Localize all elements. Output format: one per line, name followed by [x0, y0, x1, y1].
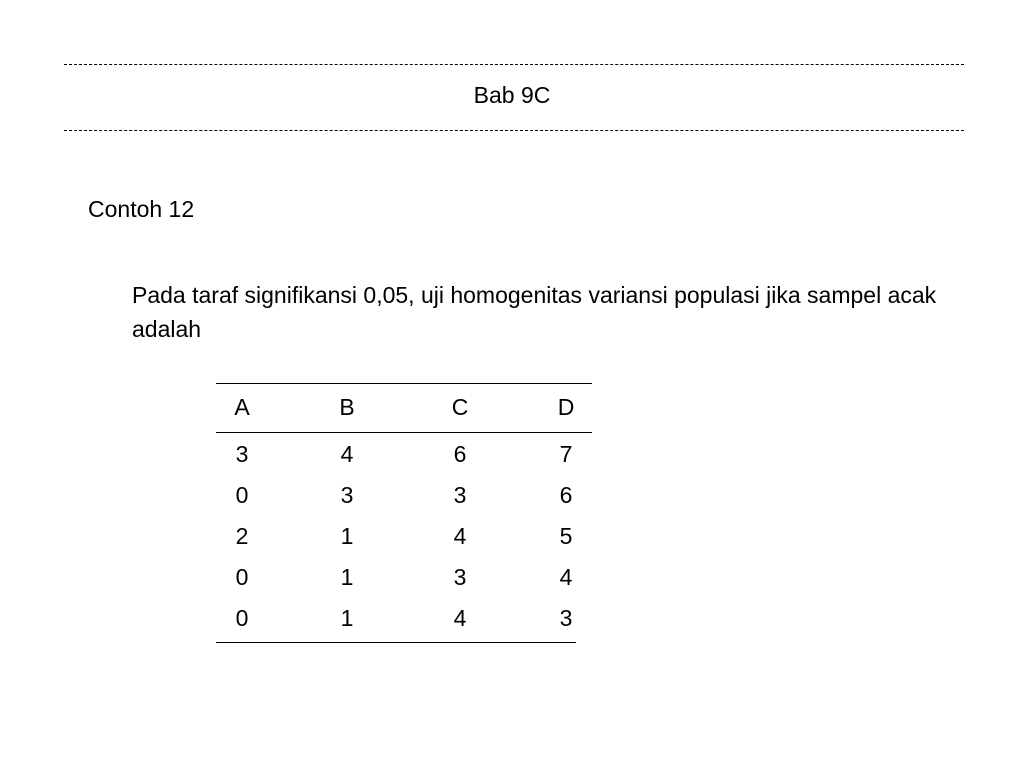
table-cell: 6: [453, 441, 467, 467]
dashed-rule-top: [64, 64, 964, 65]
column-header-c: C: [451, 394, 469, 420]
table-cell: 4: [453, 605, 467, 631]
column-header-b: B: [339, 394, 355, 420]
table-cell: 7: [559, 441, 573, 467]
table-row: [216, 597, 592, 638]
table-cell: 0: [235, 482, 249, 508]
table-cell: 1: [340, 564, 354, 590]
table-row: [216, 515, 592, 556]
table-cell: 3: [559, 605, 573, 631]
table-cell: 4: [453, 523, 467, 549]
table-cell: 3: [453, 482, 467, 508]
problem-statement: Pada taraf signifikansi 0,05, uji homogenitas variansi populasi jika sampel acak adalah: [132, 282, 937, 342]
table-cell: 1: [340, 605, 354, 631]
table-row: [216, 474, 592, 515]
table-cell: 1: [340, 523, 354, 549]
table-cell: 3: [453, 564, 467, 590]
dashed-rule-bottom: [64, 130, 964, 131]
table-cell: 2: [235, 523, 249, 549]
table-cell: 3: [235, 441, 249, 467]
table-cell: 4: [340, 441, 354, 467]
table-cell: 3: [340, 482, 354, 508]
column-header-a: A: [234, 394, 250, 420]
table-cell: 0: [235, 564, 249, 590]
section-heading: Contoh 12: [88, 196, 195, 222]
table-body: [216, 433, 592, 642]
table-cell: 4: [559, 564, 573, 590]
column-header-d: D: [557, 394, 575, 420]
data-table: [216, 383, 592, 643]
table-header-row: [216, 384, 592, 432]
table-row: [216, 433, 592, 474]
table-cell: 0: [235, 605, 249, 631]
table-cell: 5: [559, 523, 573, 549]
table-rule-bottom: [216, 642, 576, 643]
table-row: [216, 556, 592, 597]
page-title: Bab 9C: [473, 82, 551, 108]
table-cell: 6: [559, 482, 573, 508]
